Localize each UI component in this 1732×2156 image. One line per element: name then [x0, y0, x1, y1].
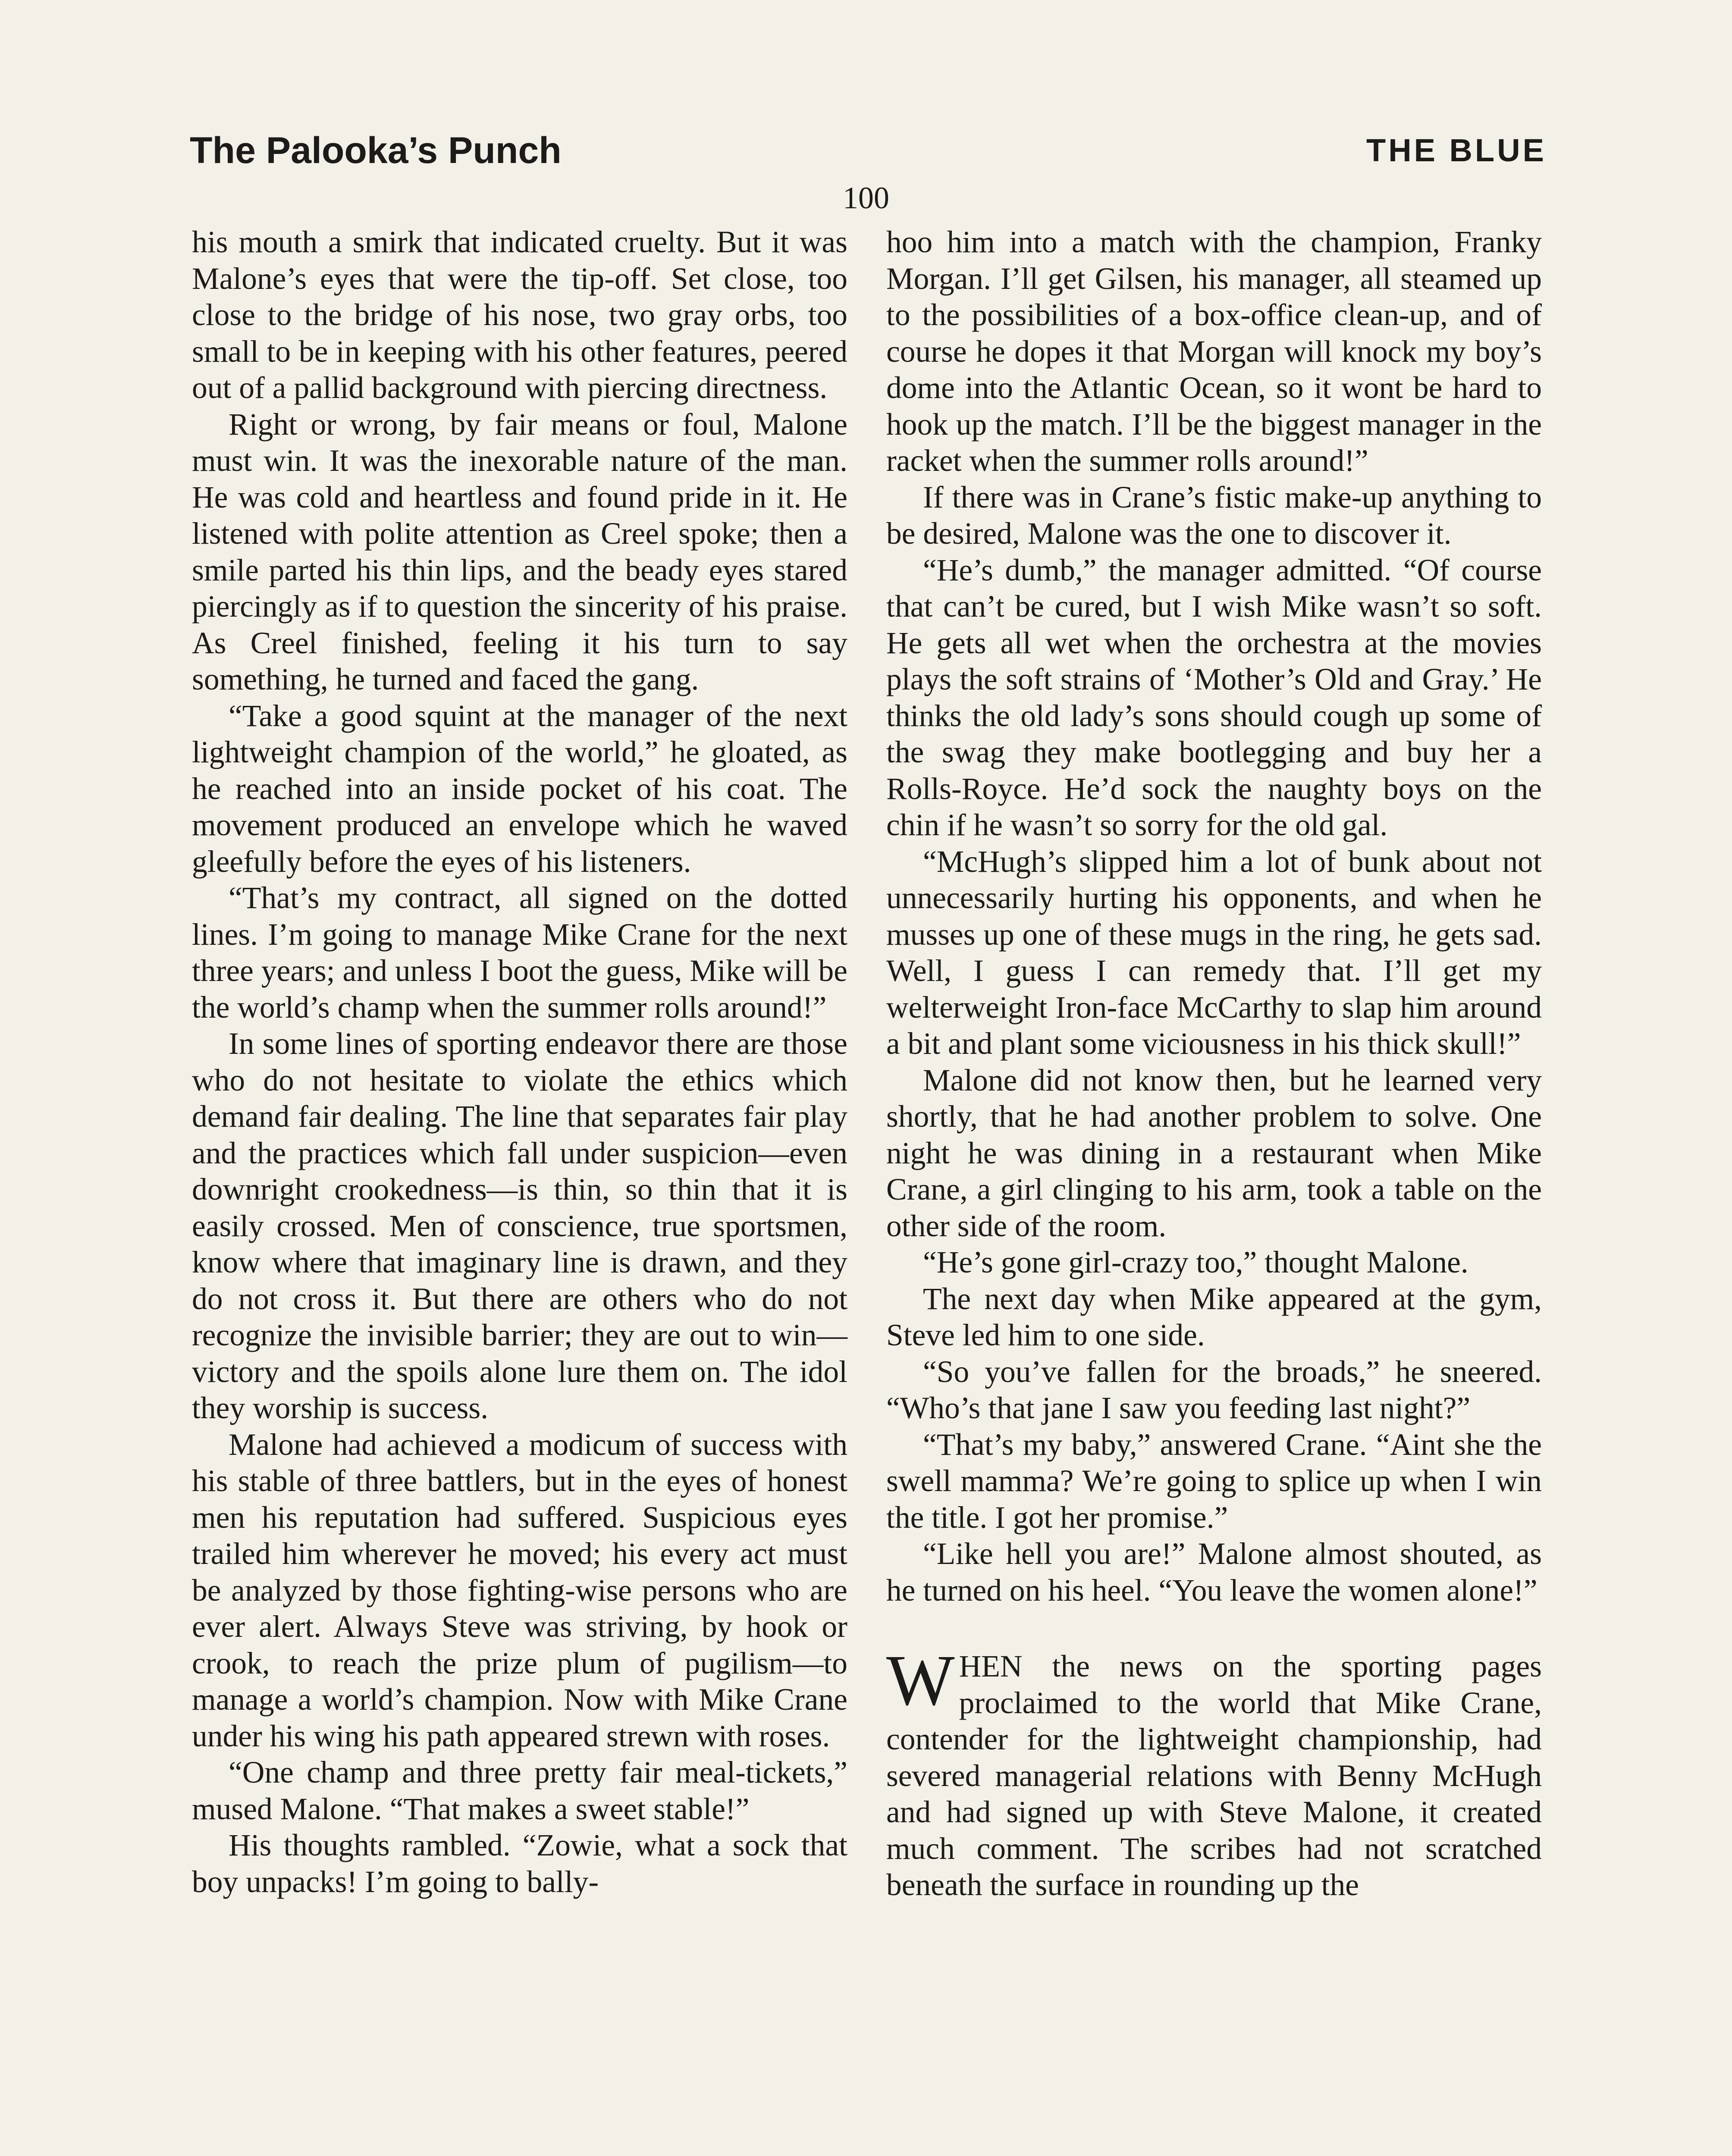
section-text: HEN the news on the sporting pages proclaimed to the world that Mike Crane, contender for the lightweight championship, had severed managerial relations with Benny McHugh and had signed up with Steve Malone, it created much comment. The scribes had not scratched beneath the surface in rounding up the	[886, 1649, 1542, 1902]
paragraph: Right or wrong, by fair means or foul, Malone must win. It was the inexorable nature of the man. He was cold and heartless and found pride in it. He listened with polite attention as Creel spoke; then a smile parted his thin lips, and the beady eyes stared piercingly as if to question the sincerity of his praise. As Creel finished, feeling it his turn to say something, he turned and faced the gang.	[192, 407, 847, 696]
story-title: The Palooka’s Punch	[190, 130, 562, 171]
paragraph: In some lines of sporting endeavor there are those who do not hesitate to violate the ethics which demand fair dealing. The line that separates fair play and the practices which fall under suspicion—even downright crookedness—is thin, so thin that it is easily crossed. Men of conscience, true sportsmen, know where that imaginary line is drawn, and they do not cross it. But there are others who do not recognize the invisible barrier; they are out to win—victory and the spoils alone lure them on. The idol they worship is success.	[192, 1027, 847, 1425]
running-header	[190, 129, 1547, 181]
paragraph: His thoughts rambled. “Zowie, what a sock that boy unpacks! I’m going to bally-	[192, 1828, 847, 1899]
paragraph: “So you’ve fallen for the broads,” he sneered. “Who’s that jane I saw you feeding last night?”	[886, 1354, 1542, 1425]
paragraph: Malone had achieved a modicum of success with his stable of three battlers, but in the eyes of honest men his reputation had suffered. Suspicious eyes trailed him wherever he moved; his every act must be analyzed by those fighting-wise persons who are ever alert. Always Steve was striving, by hook or crook, to reach the prize plum of pugilism—to manage a world’s champion. Now with Mike Crane under his wing his path appeared strewn with roses.	[192, 1427, 847, 1753]
paragraph: The next day when Mike appeared at the gym, Steve led him to one side.	[886, 1282, 1542, 1352]
section-start-paragraph	[886, 1640, 1542, 1904]
paragraph: “Like hell you are!” Malone almost shouted, as he turned on his heel. “You leave the women alone!”	[886, 1537, 1542, 1608]
paragraph: “That’s my contract, all signed on the dotted lines. I’m going to manage Mike Crane for the next three years; and unless I boot the guess, Mike will be the world’s champ when the summer rolls around!”	[192, 881, 847, 1025]
paragraph: “He’s dumb,” the manager admitted. “Of course that can’t be cured, but I wish Mike wasn’t so soft. He gets all wet when the orchestra at the movies plays the soft strains of ‘Mother’s Old and Gray.’ He thinks the old lady’s sons should cough up some of the swag they make bootlegging and buy her a Rolls-Royce. He’d sock the naughty boys on the chin if he wasn’t so sorry for the old gal.	[886, 553, 1542, 842]
paragraph: “Take a good squint at the manager of the next lightweight champion of the world,” he gloated, as he reached into an inside pocket of his coat. The movement produced an envelope which he waved gleefully before the eyes of his listeners.	[192, 699, 847, 879]
paragraph: hoo him into a match with the champion, Franky Morgan. I’ll get Gilsen, his manager, all steamed up to the possibilities of a box-office clean-up, and of course he dopes it that Morgan will knock my boy’s dome into the Atlantic Ocean, so it wont be hard to hook up the match. I’ll be the biggest manager in the racket when the summer rolls around!”	[886, 225, 1542, 478]
paragraph: If there was in Crane’s fistic make-up anything to be desired, Malone was the one to discover it.	[886, 480, 1542, 551]
drop-cap: W	[886, 1640, 955, 1720]
paragraph: “McHugh’s slipped him a lot of bunk about not unnecessarily hurting his opponents, and when he musses up one of these mugs in the ring, he gets sad. Well, I guess I can remedy that. I’ll get my welterweight Iron-face McCarthy to slap him around a bit and plant some viciousness in his thick skull!”	[886, 844, 1542, 1061]
paragraph: “That’s my baby,” answered Crane. “Aint she the swell mamma? We’re going to splice up when I win the title. I got her promise.”	[886, 1427, 1542, 1535]
paragraph: Malone did not know then, but he learned very shortly, that he had another problem to solve. One night he was dining in a restaurant when Mike Crane, a girl clinging to his arm, took a table on the other side of the room.	[886, 1063, 1542, 1243]
page-number: 100	[843, 181, 889, 215]
paragraph: “He’s gone girl-crazy too,” thought Malone.	[923, 1245, 1468, 1279]
right-column	[886, 224, 1542, 1904]
magazine-name: THE BLUE	[1366, 132, 1547, 168]
left-column	[192, 224, 847, 1900]
paragraph: “One champ and three pretty fair meal-tickets,” mused Malone. “That makes a sweet stable!”	[192, 1755, 847, 1826]
paragraph: his mouth a smirk that indicated cruelty. But it was Malone’s eyes that were the tip-off. Set close, too close to the bridge of his nose, two gray orbs, too small to be in keeping with his other features, peered out of a pallid background with piercing directness.	[192, 225, 847, 405]
